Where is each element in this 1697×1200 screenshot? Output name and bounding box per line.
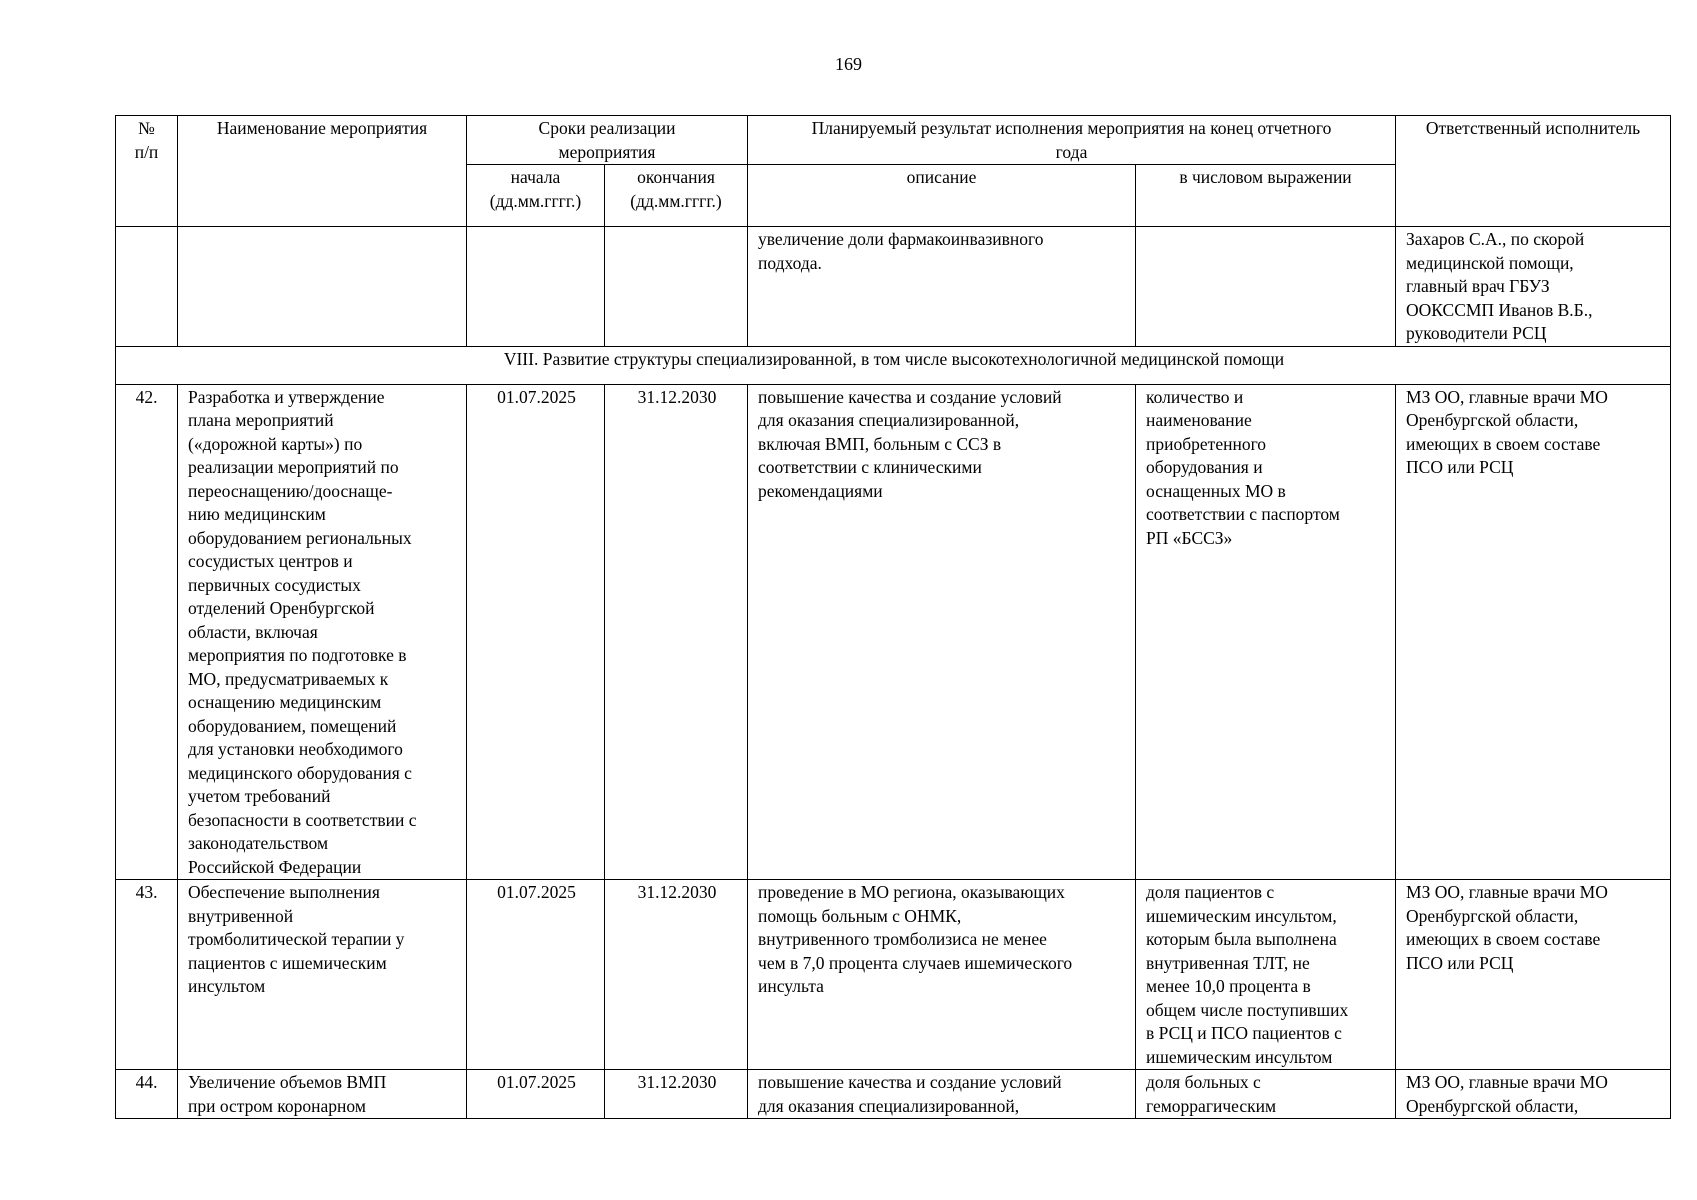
cell-end: 31.12.2030: [605, 384, 748, 880]
plan-table: [115, 115, 1671, 1119]
cell-responsible: МЗ ОО, главные врачи МО Оренбургской области, имеющих в своем составе ПСО или РСЦ: [1396, 384, 1671, 880]
section-row: [116, 346, 1671, 384]
cell-end: 31.12.2030: [605, 880, 748, 1070]
header-end: окончания (дд.мм.гггг.): [605, 165, 748, 227]
cell-num: 43.: [116, 880, 178, 1070]
cell-description: повышение качества и создание условий для оказания специализированной, включая ВМП, больным с ССЗ в соответствии с клиническими рекомендациями: [748, 384, 1136, 880]
cell-num: 42.: [116, 384, 178, 880]
header-start: начала (дд.мм.гггг.): [467, 165, 605, 227]
cell-name: Увеличение объемов ВМП при остром коронарном: [178, 1070, 467, 1119]
cell-description: проведение в МО региона, оказывающих помощь больным с ОНМК, внутривенного тромболизиса не менее чем в 7,0 процента случаев ишемического инсульта: [748, 880, 1136, 1070]
header-responsible: Ответственный исполнитель: [1396, 116, 1671, 227]
cell-start: 01.07.2025: [467, 880, 605, 1070]
cell-end: [605, 227, 748, 347]
cell-numeric: количество и наименование приобретенного оборудования и оснащенных МО в соответствии с паспортом РП «БССЗ»: [1136, 384, 1396, 880]
page-number: 169: [835, 54, 862, 74]
cell-num: [116, 227, 178, 347]
header-row-top: [116, 116, 1671, 165]
table-row: [116, 1070, 1671, 1119]
cell-start: 01.07.2025: [467, 1070, 605, 1119]
cell-responsible: МЗ ОО, главные врачи МО Оренбургской области, имеющих в своем составе ПСО или РСЦ: [1396, 880, 1671, 1070]
table-row: [116, 880, 1671, 1070]
header-name: Наименование мероприятия: [178, 116, 467, 227]
cell-description: повышение качества и создание условий для оказания специализированной,: [748, 1070, 1136, 1119]
cell-description: увеличение доли фармакоинвазивного подхода.: [748, 227, 1136, 347]
cell-numeric: доля больных с геморрагическим: [1136, 1070, 1396, 1119]
section-title: VIII. Развитие структуры специализированной, в том числе высокотехнологичной медицинской помощи: [116, 346, 1671, 384]
table-row: [116, 384, 1671, 880]
cell-start: 01.07.2025: [467, 384, 605, 880]
cell-name: Обеспечение выполнения внутривенной тромболитической терапии у пациентов с ишемическим инсультом: [178, 880, 467, 1070]
header-num: № п/п: [116, 116, 178, 227]
header-numeric: в числовом выражении: [1136, 165, 1396, 227]
cell-num: 44.: [116, 1070, 178, 1119]
cell-responsible: МЗ ОО, главные врачи МО Оренбургской области,: [1396, 1070, 1671, 1119]
header-period: Сроки реализации мероприятия: [467, 116, 748, 165]
cell-numeric: [1136, 227, 1396, 347]
cell-name: Разработка и утверждение плана мероприятий («дорожной карты») по реализации мероприятий по переоснащению/дооснаще- нию медицинским оборудованием региональных сосудистых центров и первичных сосудистых отделений Оренбургской области, включая мероприятия по подготовке в МО, предусматриваемых к оснащению медицинским оборудованием, помещений для установки необходимого медицинского оборудования с учетом требований безопасности в соответствии с законодательством Российской Федерации: [178, 384, 467, 880]
header-description: описание: [748, 165, 1136, 227]
cell-name: [178, 227, 467, 347]
cell-start: [467, 227, 605, 347]
cell-end: 31.12.2030: [605, 1070, 748, 1119]
table-row-continued: [116, 227, 1671, 347]
cell-numeric: доля пациентов с ишемическим инсультом, которым была выполнена внутривенная ТЛТ, не менее 10,0 процента в общем числе поступивших в РСЦ и ПСО пациентов с ишемическим инсультом: [1136, 880, 1396, 1070]
cell-responsible: Захаров С.А., по скорой медицинской помощи, главный врач ГБУЗ ООКССМП Иванов В.Б., руководители РСЦ: [1396, 227, 1671, 347]
header-result: Планируемый результат исполнения мероприятия на конец отчетного года: [748, 116, 1396, 165]
